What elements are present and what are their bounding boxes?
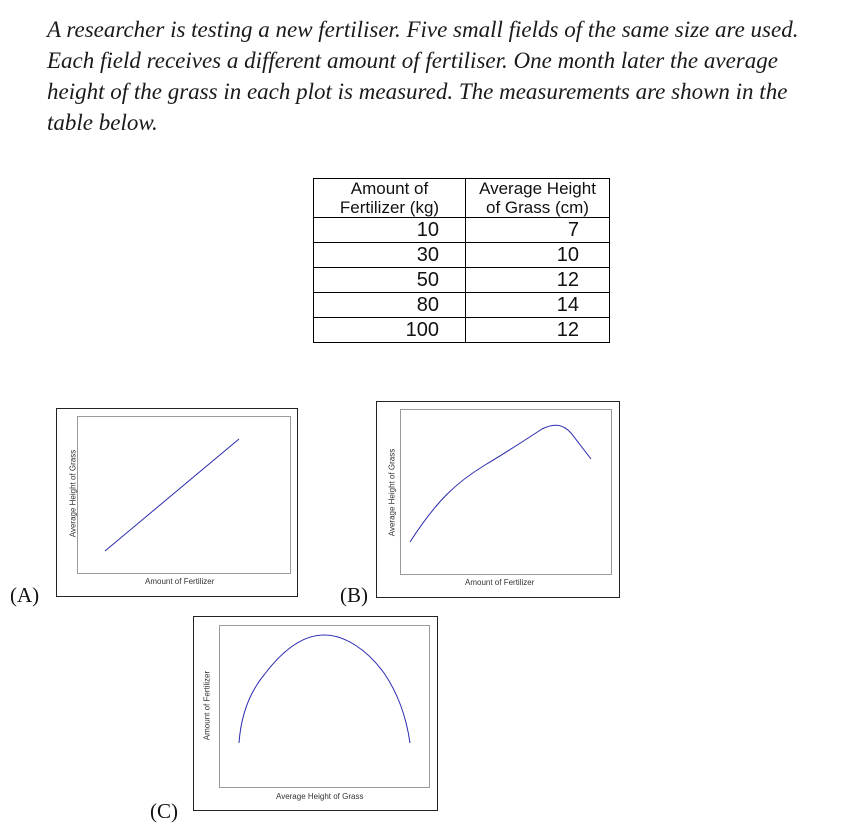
question-line: table below. xyxy=(47,110,158,135)
table-row xyxy=(314,268,610,293)
table-row xyxy=(314,318,610,343)
graph-c-line xyxy=(239,635,410,743)
graph-a-xlabel: Amount of Fertilizer xyxy=(145,577,215,586)
header-height: Average Height of Grass (cm) xyxy=(466,179,610,218)
graph-a-line xyxy=(105,439,239,551)
height-cell: 12 xyxy=(466,318,610,343)
graph-b-ylabel: Average Height of Grass xyxy=(387,448,397,537)
graph-c-ylabel: Amount of Fertilizer xyxy=(202,670,212,741)
question-line: Each field receives a different amount of fertiliser. One month later the average xyxy=(47,48,778,73)
option-b-label[interactable]: (B) xyxy=(340,583,368,607)
table-row xyxy=(314,218,610,243)
fertilizer-cell: 10 xyxy=(314,218,466,243)
graph-b-xlabel: Amount of Fertilizer xyxy=(465,578,535,587)
graph-a[interactable] xyxy=(56,408,298,597)
graph-b[interactable] xyxy=(376,401,620,598)
height-cell: 14 xyxy=(466,293,610,318)
question-text xyxy=(47,14,837,138)
question-line: A researcher is testing a new fertiliser. Five small fields of the same size are used. xyxy=(47,17,799,42)
data-table xyxy=(313,178,610,343)
height-cell: 12 xyxy=(466,268,610,293)
table-row xyxy=(314,243,610,268)
graph-c-curve xyxy=(194,617,439,812)
graph-c-xlabel: Average Height of Grass xyxy=(276,792,364,801)
height-cell: 7 xyxy=(466,218,610,243)
graph-a-curve xyxy=(57,409,299,598)
fertilizer-cell: 30 xyxy=(314,243,466,268)
graph-b-line xyxy=(410,425,591,542)
table-row xyxy=(314,293,610,318)
question-line: height of the grass in each plot is measured. The measurements are shown in the xyxy=(47,79,788,104)
height-cell: 10 xyxy=(466,243,610,268)
fertilizer-cell: 50 xyxy=(314,268,466,293)
table-header-row xyxy=(314,179,610,218)
graph-a-ylabel: Average Height of Grass xyxy=(68,449,78,538)
fertilizer-cell: 80 xyxy=(314,293,466,318)
option-c-label[interactable]: (C) xyxy=(150,799,178,823)
fertilizer-cell: 100 xyxy=(314,318,466,343)
header-fertilizer: Amount of Fertilizer (kg) xyxy=(314,179,466,218)
graph-c[interactable] xyxy=(193,616,438,811)
option-a-label[interactable]: (A) xyxy=(10,583,40,607)
graph-b-curve xyxy=(377,402,621,599)
